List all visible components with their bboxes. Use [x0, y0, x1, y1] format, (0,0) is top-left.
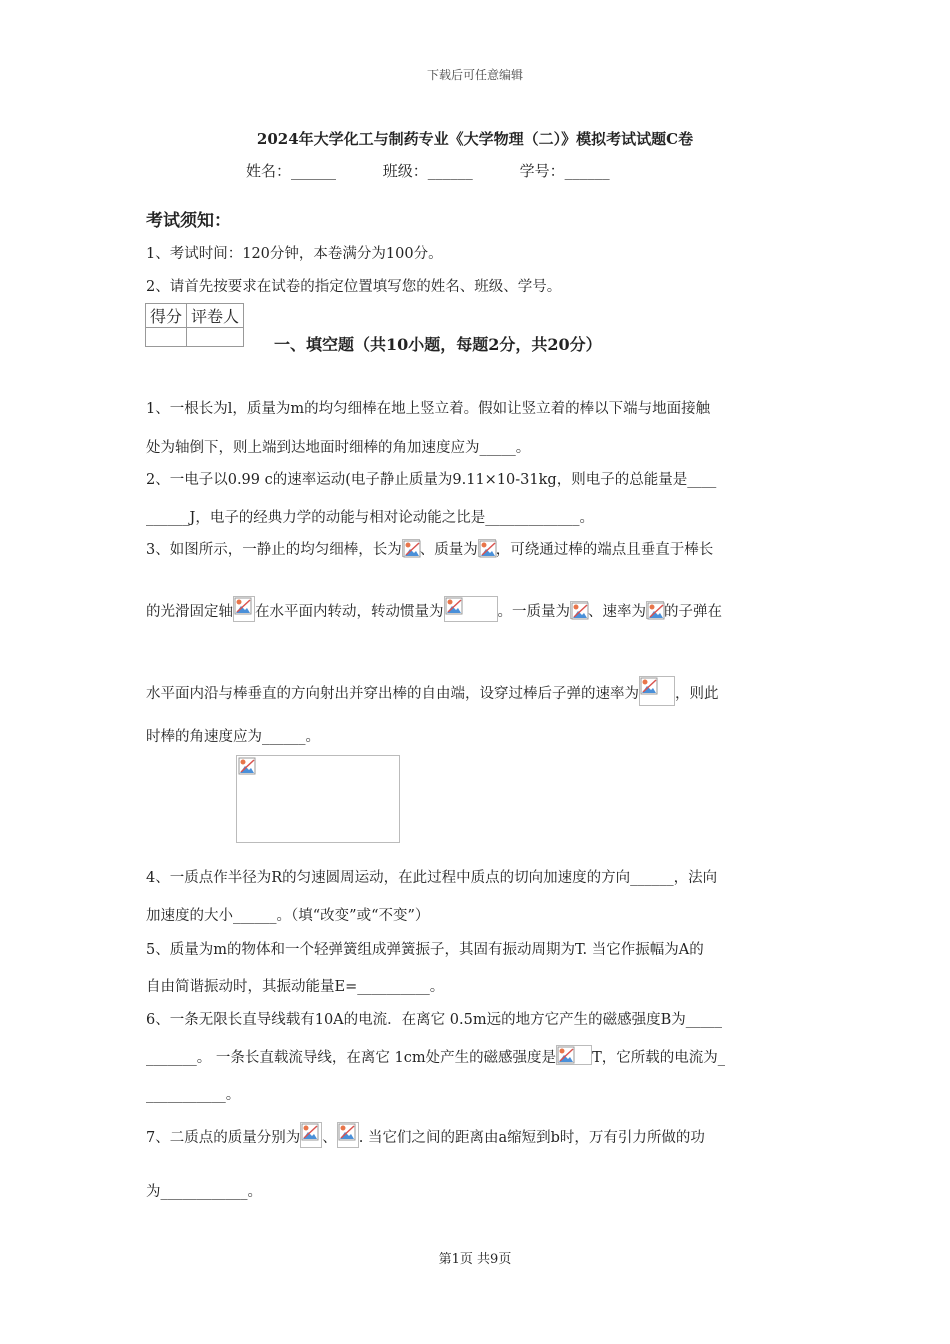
image-icon — [556, 1045, 592, 1065]
image-icon — [444, 596, 498, 622]
name-field[interactable]: 姓名：______ — [246, 162, 337, 180]
score-table — [145, 303, 244, 347]
q1-line2: 处为轴倒下，则上端到达地面时细棒的角加速度应为_____。 — [146, 440, 531, 456]
image-icon — [300, 1122, 322, 1148]
q1-line1: 1、一根长为l，质量为m的均匀细棒在地上竖立着。假如让竖立着的棒以下端与地面接触 — [146, 401, 711, 417]
grader-header: 评卷人 — [187, 304, 244, 328]
image-icon — [639, 676, 675, 706]
q6-line2: _______。 一条长直载流导线，在离它 1cm处产生的磁感强度是 T，它所载的电流为_ — [146, 1045, 725, 1067]
q7-line1: 7、二质点的质量分别为 、 . 当它们之间的距离由a缩短到b时，万有引力所做的功 — [146, 1122, 705, 1148]
image-icon — [478, 539, 496, 557]
student-info — [246, 160, 652, 181]
q3-figure-image — [236, 755, 400, 843]
q7-line2: 为____________。 — [146, 1184, 262, 1200]
q4-line2: 加速度的大小______。（填“改变”或“不变”） — [146, 908, 430, 924]
q3-line4: 时棒的角速度应为______。 — [146, 729, 320, 745]
image-icon — [646, 601, 664, 619]
image-icon — [337, 1122, 359, 1148]
q3-line3: 水平面内沿与棒垂直的方向射出并穿出棒的自由端，设穿过棒后子弹的速率为 ，则此 — [146, 676, 719, 706]
q3-line2: 的光滑固定轴 在水平面内转动，转动惯量为 。一质量为 、速率为 的子弹在 — [146, 596, 722, 622]
image-icon — [233, 596, 255, 622]
section-title: 一、填空题（共10小题，每题2分，共20分） — [274, 335, 602, 354]
notice-item-2: 2、请首先按要求在试卷的指定位置填写您的姓名、班级、学号。 — [146, 279, 562, 295]
q5-line2: 自由简谐振动时，其振动能量E=__________。 — [146, 979, 445, 995]
grader-cell[interactable] — [187, 328, 244, 347]
q3-line1: 3、如图所示，一静止的均匀细棒，长为 、质量为 ，可绕通过棒的端点且垂直于棒长 — [146, 538, 713, 559]
notice-item-1: 1、考试时间：120分钟，本卷满分为100分。 — [146, 246, 443, 262]
page-footer: 第1页 共9页 — [438, 1252, 512, 1267]
image-icon — [402, 539, 420, 557]
q6-line3: ___________。 — [146, 1087, 241, 1103]
q2-line2: ______J，电子的经典力学的动能与相对论动能之比是_____________。 — [146, 510, 595, 526]
q4-line1: 4、一质点作半径为R的匀速圆周运动，在此过程中质点的切向加速度的方向______，法向 — [146, 870, 718, 886]
score-header: 得分 — [146, 304, 187, 328]
exam-title: 2024年大学化工与制药专业《大学物理（二）》模拟考试试题C卷 — [256, 130, 694, 148]
q6-line1: 6、一条无限长直导线载有10A的电流．在离它 0.5m远的地方它产生的磁感强度B为_____ — [146, 1012, 722, 1028]
score-cell[interactable] — [146, 328, 187, 347]
notice-title: 考试须知： — [146, 211, 231, 231]
image-icon — [570, 601, 588, 619]
id-field[interactable]: 学号：______ — [519, 162, 610, 180]
page-header: 下载后可任意编辑 — [426, 68, 523, 82]
class-field[interactable]: 班级：______ — [382, 162, 473, 180]
q2-line1: 2、一电子以0.99 c的速率运动(电子静止质量为9.11×10-31kg，则电子的总能量是____ — [146, 472, 717, 488]
q5-line1: 5、质量为m的物体和一个轻弹簧组成弹簧振子，其固有振动周期为T. 当它作振幅为A的 — [146, 942, 704, 958]
